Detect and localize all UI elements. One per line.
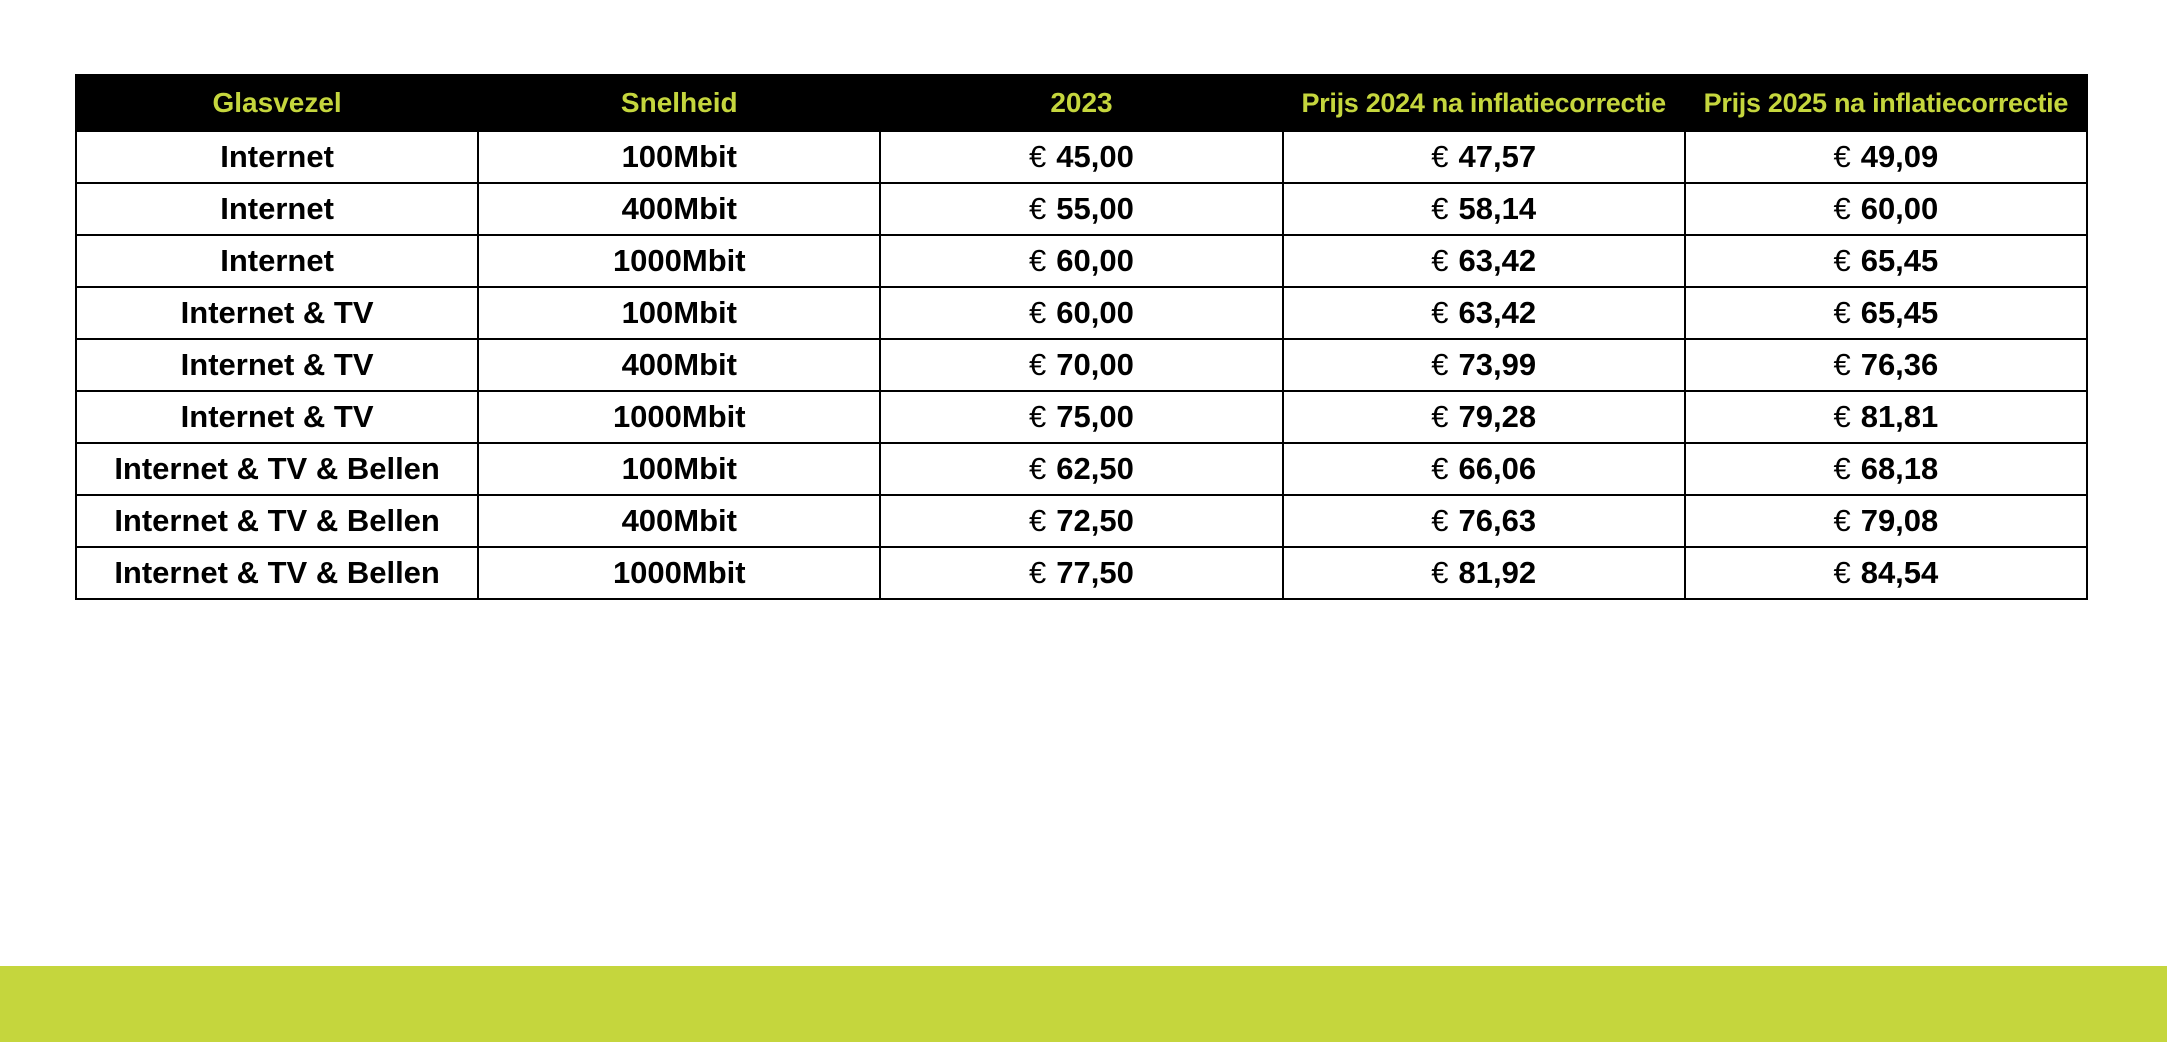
- footer-accent-band: [0, 966, 2167, 1042]
- euro-sign: €: [1833, 399, 1851, 434]
- euro-sign: €: [1029, 191, 1047, 226]
- price-value: 49,09: [1860, 139, 1939, 174]
- table-row: [76, 339, 2087, 391]
- price-cell: [1685, 235, 2087, 287]
- euro-sign: €: [1029, 503, 1047, 538]
- package-cell: Internet: [76, 183, 478, 235]
- euro-sign: €: [1833, 243, 1851, 278]
- speed-cell: 400Mbit: [478, 183, 880, 235]
- euro-sign: €: [1029, 139, 1047, 174]
- euro-sign: €: [1029, 451, 1047, 486]
- euro-sign: €: [1431, 399, 1449, 434]
- price-value: 63,42: [1458, 295, 1537, 330]
- column-header-glasvezel: Glasvezel: [76, 75, 478, 131]
- price-cell: [880, 183, 1282, 235]
- speed-cell: 100Mbit: [478, 443, 880, 495]
- package-cell: Internet: [76, 131, 478, 183]
- table-row: [76, 131, 2087, 183]
- column-header-snelheid: Snelheid: [478, 75, 880, 131]
- price-value: 84,54: [1860, 555, 1939, 590]
- euro-sign: €: [1833, 503, 1851, 538]
- euro-sign: €: [1029, 295, 1047, 330]
- package-cell: Internet & TV: [76, 287, 478, 339]
- price-cell: [1283, 495, 1685, 547]
- table-row: [76, 443, 2087, 495]
- price-value: 81,92: [1458, 555, 1537, 590]
- price-value: 55,00: [1056, 191, 1134, 226]
- euro-sign: €: [1431, 295, 1449, 330]
- speed-cell: 400Mbit: [478, 495, 880, 547]
- price-cell: [1685, 443, 2087, 495]
- price-value: 65,45: [1860, 243, 1939, 278]
- euro-sign: €: [1431, 139, 1449, 174]
- price-value: 76,36: [1860, 347, 1939, 382]
- price-cell: [1283, 443, 1685, 495]
- euro-sign: €: [1833, 295, 1851, 330]
- price-table: [75, 74, 2088, 600]
- price-cell: [1685, 131, 2087, 183]
- euro-sign: €: [1833, 451, 1851, 486]
- price-value: 79,28: [1458, 399, 1537, 434]
- euro-sign: €: [1029, 347, 1047, 382]
- price-value: 47,57: [1458, 139, 1537, 174]
- package-cell: Internet & TV & Bellen: [76, 443, 478, 495]
- price-cell: [1283, 547, 1685, 599]
- price-value: 73,99: [1458, 347, 1537, 382]
- price-value: 72,50: [1056, 503, 1134, 538]
- euro-sign: €: [1431, 555, 1449, 590]
- package-cell: Internet: [76, 235, 478, 287]
- euro-sign: €: [1431, 243, 1449, 278]
- package-cell: Internet & TV & Bellen: [76, 547, 478, 599]
- price-value: 65,45: [1860, 295, 1939, 330]
- price-cell: [1685, 287, 2087, 339]
- price-cell: [1283, 391, 1685, 443]
- speed-cell: 1000Mbit: [478, 235, 880, 287]
- package-cell: Internet & TV & Bellen: [76, 495, 478, 547]
- price-value: 60,00: [1860, 191, 1939, 226]
- header-row: [76, 75, 2087, 131]
- euro-sign: €: [1431, 347, 1449, 382]
- price-value: 76,63: [1458, 503, 1537, 538]
- speed-cell: 100Mbit: [478, 131, 880, 183]
- euro-sign: €: [1029, 399, 1047, 434]
- column-header-2023: 2023: [880, 75, 1282, 131]
- price-cell: [1283, 131, 1685, 183]
- price-value: 66,06: [1458, 451, 1537, 486]
- speed-cell: 1000Mbit: [478, 391, 880, 443]
- price-cell: [880, 235, 1282, 287]
- price-cell: [880, 391, 1282, 443]
- euro-sign: €: [1431, 191, 1449, 226]
- price-cell: [1283, 287, 1685, 339]
- price-cell: [1283, 235, 1685, 287]
- price-value: 45,00: [1056, 139, 1134, 174]
- price-value: 60,00: [1056, 295, 1134, 330]
- euro-sign: €: [1833, 139, 1851, 174]
- table-row: [76, 287, 2087, 339]
- price-cell: [1685, 547, 2087, 599]
- price-value: 81,81: [1860, 399, 1939, 434]
- speed-cell: 1000Mbit: [478, 547, 880, 599]
- price-value: 75,00: [1056, 399, 1134, 434]
- price-cell: [1685, 391, 2087, 443]
- price-cell: [880, 547, 1282, 599]
- speed-cell: 100Mbit: [478, 287, 880, 339]
- table-row: [76, 495, 2087, 547]
- euro-sign: €: [1833, 555, 1851, 590]
- price-value: 62,50: [1056, 451, 1134, 486]
- price-value: 58,14: [1458, 191, 1537, 226]
- euro-sign: €: [1029, 243, 1047, 278]
- table-row: [76, 183, 2087, 235]
- column-header-prijs-2024: Prijs 2024 na inflatiecorrectie: [1283, 75, 1685, 131]
- table-row: [76, 391, 2087, 443]
- price-cell: [880, 495, 1282, 547]
- price-cell: [1283, 183, 1685, 235]
- price-value: 79,08: [1860, 503, 1939, 538]
- price-cell: [880, 131, 1282, 183]
- price-cell: [880, 339, 1282, 391]
- price-value: 68,18: [1860, 451, 1939, 486]
- table-header: [76, 75, 2087, 131]
- column-header-prijs-2025: Prijs 2025 na inflatiecorrectie: [1685, 75, 2087, 131]
- price-value: 63,42: [1458, 243, 1537, 278]
- price-cell: [1283, 339, 1685, 391]
- table-body: [76, 131, 2087, 599]
- euro-sign: €: [1833, 347, 1851, 382]
- table-row: [76, 547, 2087, 599]
- table-row: [76, 235, 2087, 287]
- price-cell: [880, 287, 1282, 339]
- speed-cell: 400Mbit: [478, 339, 880, 391]
- euro-sign: €: [1431, 451, 1449, 486]
- price-value: 70,00: [1056, 347, 1134, 382]
- price-cell: [880, 443, 1282, 495]
- price-value: 60,00: [1056, 243, 1134, 278]
- price-value: 77,50: [1056, 555, 1134, 590]
- euro-sign: €: [1029, 555, 1047, 590]
- euro-sign: €: [1833, 191, 1851, 226]
- package-cell: Internet & TV: [76, 391, 478, 443]
- price-cell: [1685, 183, 2087, 235]
- price-cell: [1685, 339, 2087, 391]
- price-cell: [1685, 495, 2087, 547]
- package-cell: Internet & TV: [76, 339, 478, 391]
- euro-sign: €: [1431, 503, 1449, 538]
